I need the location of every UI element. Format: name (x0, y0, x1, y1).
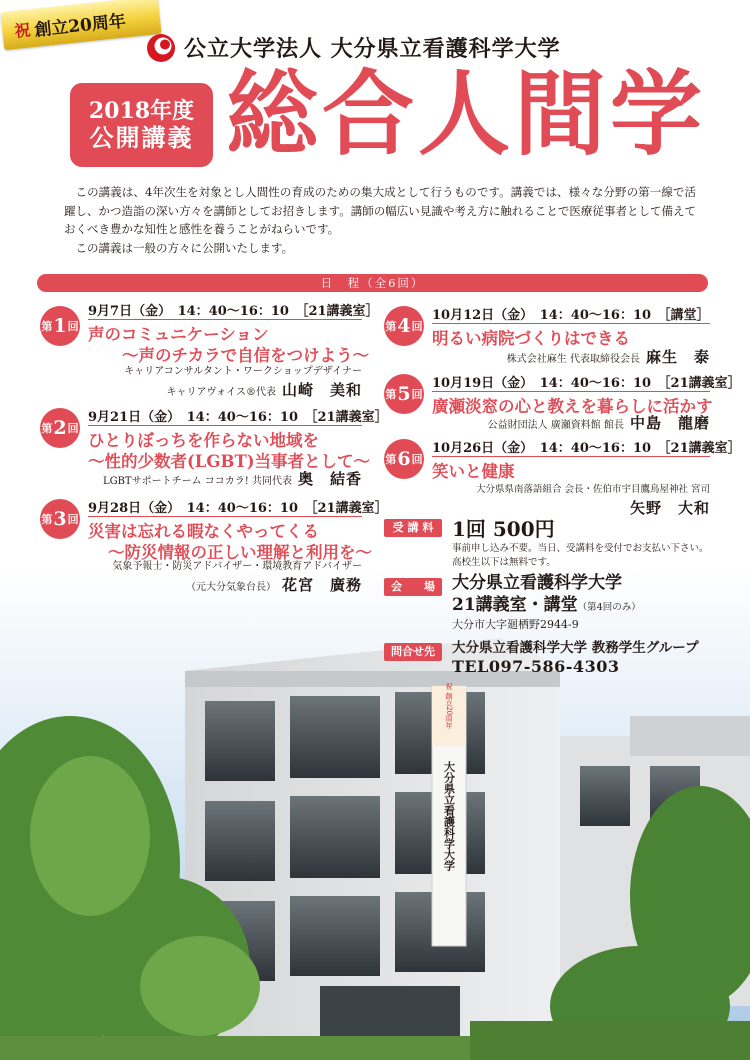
lecture-underline (88, 319, 362, 320)
anniversary-text: 創立20周年 (33, 10, 127, 41)
lecture-title: ひとりぼっちを作らない地域を 〜性的少数者(LGBT)当事者として〜 (88, 431, 371, 472)
organization-name: 公立大学法人 大分県立看護科学大学 (184, 37, 561, 62)
fee-value: 1回 500円 (452, 517, 555, 541)
lecture-3 (40, 497, 388, 597)
lecture-date: 9月28日（金） 14：40〜16：10 ［21講義室］ (88, 501, 388, 516)
contact-label: 問合せ先 (384, 643, 442, 661)
venue-room-note: （第4回のみ） (577, 602, 641, 614)
year-badge (70, 83, 213, 167)
lecture-number: 第 2 回 (40, 408, 80, 448)
fee-note-2: 高校生以下は無料です。 (452, 556, 556, 568)
banner-anniversary: 祝 創立20周年 (445, 682, 453, 730)
lecture-title: 災害は忘れる暇なくやってくる 〜防災情報の正しい理解と利用を〜 (88, 522, 372, 563)
fee-note-1: 事前申し込み不要。当日、受講料を受付でお支払い下さい。 (452, 543, 709, 554)
lecture-speaker: 大分県県南落語組合 会長・佐伯市宇目鷹鳥屋神社 宮司 矢野 大和 (475, 484, 710, 518)
lecture-speaker: LGBTサポートチーム ココカラ! 共同代表 奥 結香 (102, 470, 362, 488)
lecture-number: 第 3 回 (40, 499, 80, 539)
schedule-header: 日 程（全6回） (37, 274, 708, 292)
university-logo-icon (146, 33, 176, 63)
venue-room: 21講義室・講堂 (452, 595, 578, 616)
intro-text (64, 183, 696, 258)
banner-university: 大分県立看護科学大学 (442, 761, 456, 871)
contact-name: 大分県立看護科学大学 教務学生グループ (452, 640, 699, 656)
contact-tel: TEL097-586-4303 (452, 657, 620, 677)
lecture-date: 10月26日（金） 14：40〜16：10 ［21講義室］ (432, 441, 741, 456)
page-title: 総合人間学 (226, 60, 707, 168)
lecture-number: 第 4 回 (384, 306, 424, 346)
venue-address: 大分市大字廻栖野2944-9 (452, 618, 579, 632)
lecture-2 (40, 406, 388, 490)
lecture-date: 10月19日（金） 14：40〜16：10 ［21講義室］ (432, 376, 741, 391)
lecture-date: 10月12日（金） 14：40〜16：10 ［講堂］ (432, 308, 710, 323)
lecture-underline (432, 456, 710, 457)
lecture-title: 声のコミュニケーション 〜声のチカラで自信をつけよう〜 (88, 325, 370, 366)
fee-label: 受 講 料 (384, 519, 442, 537)
lecture-6 (384, 437, 741, 518)
lecture-title: 明るい病院づくりはできる (432, 329, 630, 348)
venue-info (452, 572, 641, 632)
lecture-number: 第 1 回 (40, 306, 80, 346)
lecture-1 (40, 300, 379, 400)
fee-info (452, 513, 709, 570)
lecture-speaker: 株式会社麻生 代表取締役会長 麻生 泰 (506, 348, 710, 366)
lecture-5 (384, 372, 741, 432)
lecture-speaker: キャリアコンサルタント・ワークショップデザイナー キャリアヴォイス®代表 山崎 美和 (124, 366, 362, 399)
lecture-title: 笑いと健康 (432, 462, 515, 481)
lecture-4 (384, 304, 710, 366)
anniversary-ribbon (0, 0, 161, 50)
lecture-date: 9月21日（金） 14：40〜16：10 ［21講義室］ (88, 410, 388, 425)
venue-label: 会 場 (384, 578, 442, 596)
badge-year: 2018年度 (88, 97, 195, 124)
lecture-underline (432, 391, 710, 392)
badge-label: 公開講義 (89, 122, 194, 152)
contact-info (452, 639, 699, 678)
anniversary-iwai: 祝 (13, 19, 32, 41)
lecture-underline (88, 425, 362, 426)
lecture-date: 9月7日（金） 14：40〜16：10 ［21講義室］ (88, 304, 379, 319)
lecture-underline (88, 516, 362, 517)
lecture-speaker: 公益財団法人 廣瀬資料館 館長 中島 龍磨 (487, 414, 710, 432)
venue-name: 大分県立看護科学大学 (452, 573, 622, 593)
lecture-underline (432, 323, 710, 324)
lecture-speaker: 気象予報士・防災アドバイザー・環境教育アドバイザー （元大分気象台長） 花宮 廣務 (112, 561, 362, 594)
lecture-number: 第 6 回 (384, 439, 424, 479)
lecture-number: 第 5 回 (384, 374, 424, 414)
lecture-title: 廣瀬淡窓の心と教えを暮らしに活かす (432, 397, 713, 416)
intro-paragraph-2: この講義は一般の方々に公開いたします。 (75, 240, 294, 255)
intro-paragraph-1: この講義は、4年次生を対象とし人間性の育成のための集大成として行うものです。講義では、様々な分野の第一線で活躍し、かつ造詣の深い方々を講師としてお招きします。講師の幅広い見識や考え方に触れることで医療従事者として備えておくべき豊かな知性と感性を養うことがねらいです。 (64, 185, 696, 237)
